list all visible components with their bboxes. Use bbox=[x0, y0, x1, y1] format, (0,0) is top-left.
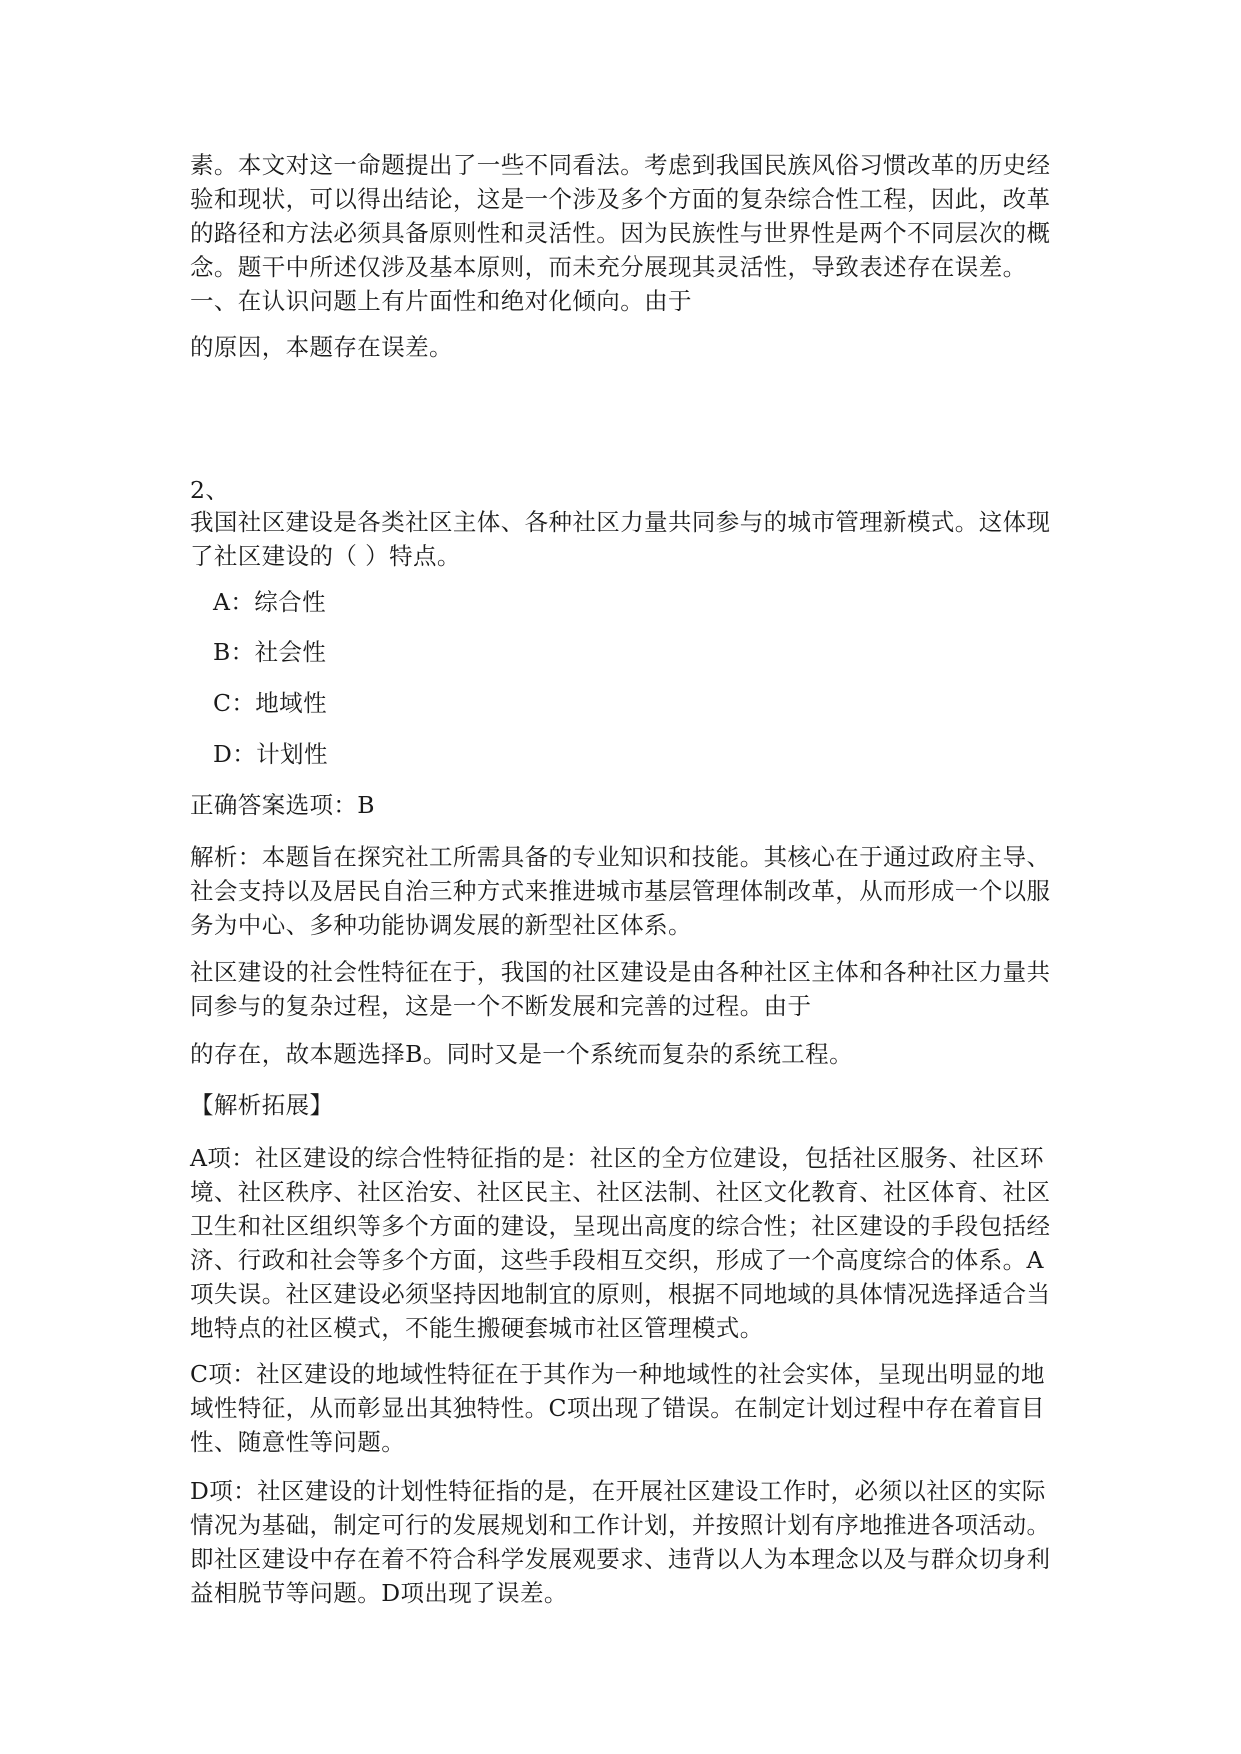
option-c: C：地域性 bbox=[213, 689, 327, 717]
analysis-option-d: D项：社区建设的计划性特征指的是，在开展社区建设工作时，必须以社区的实际情况为基础，制定可行的发展规划和工作计划，并按照计划有序地推进各项活动。即社区建设中存在着不符合科学发展观要求、违背以人为本理念以及与群众切身利益相脱节等问题。D项出现了误差。 bbox=[190, 1477, 1051, 1607]
intro-paragraph: 素。本文对这一命题提出了一些不同看法。考虑到我国民族风俗习惯改革的历史经验和现状，可以得出结论，这是一个涉及多个方面的复杂综合性工程，因此，改革的路径和方法必须具备原则性和灵活性。因为民族性与世界性是两个不同层次的概念。题干中所述仅涉及基本原则，而未充分展现其灵活性，导致表述存在误差。一、在认识问题上有片面性和绝对化倾向。由于 bbox=[190, 151, 1051, 315]
option-a: A：综合性 bbox=[213, 588, 326, 616]
analysis-paragraph-3: 的存在，故本题选择B。同时又是一个系统而复杂的系统工程。 bbox=[190, 1040, 853, 1068]
analysis-option-a: A项：社区建设的综合性特征指的是：社区的全方位建设，包括社区服务、社区环境、社区秩序、社区治安、社区民主、社区法制、社区文化教育、社区体育、社区卫生和社区组织等多个方面的建设，呈现出高度的综合性；社区建设的手段包括经济、行政和社会等多个方面，这些手段相互交织，形成了一个高度综合的体系。A项失误。社区建设必须坚持因地制宜的原则，根据不同地域的具体情况选择适合当地特点的社区模式，不能生搬硬套城市社区管理模式。 bbox=[190, 1144, 1051, 1342]
option-d: D：计划性 bbox=[213, 740, 328, 768]
analysis-paragraph-2: 社区建设的社会性特征在于，我国的社区建设是由各种社区主体和各种社区力量共同参与的复杂过程，这是一个不断发展和完善的过程。由于 bbox=[190, 958, 1051, 1020]
correct-answer: 正确答案选项：B bbox=[190, 791, 375, 819]
option-b: B：社会性 bbox=[213, 638, 327, 666]
question-number: 2、 bbox=[190, 476, 230, 504]
intro-conclusion: 的原因，本题存在误差。 bbox=[190, 333, 453, 361]
analysis-option-c: C项：社区建设的地域性特征在于其作为一种地域性的社会实体，呈现出明显的地域性特征，从而彰显出其独特性。C项出现了错误。在制定计划过程中存在着盲目性、随意性等问题。 bbox=[190, 1360, 1045, 1456]
extension-heading: 【解析拓展】 bbox=[190, 1091, 334, 1119]
question-stem: 我国社区建设是各类社区主体、各种社区力量共同参与的城市管理新模式。这体现了社区建设的（ ）特点。 bbox=[190, 508, 1051, 570]
analysis-paragraph-1: 解析：本题旨在探究社工所需具备的专业知识和技能。其核心在于通过政府主导、社会支持以及居民自治三种方式来推进城市基层管理体制改革，从而形成一个以服务为中心、多种功能协调发展的新型社区体系。 bbox=[190, 843, 1051, 939]
